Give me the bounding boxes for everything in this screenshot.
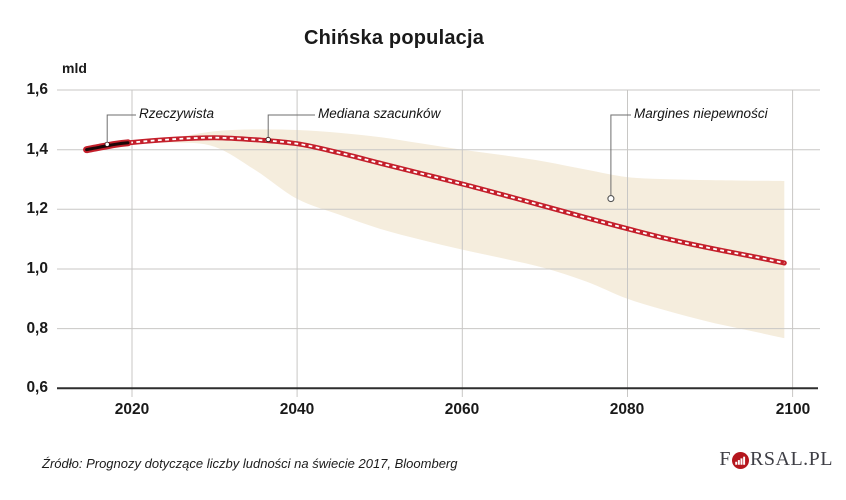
x-tick-label: 2080 (609, 401, 645, 418)
logo-text-f: F (719, 448, 732, 470)
callout-marker-open-circle (608, 196, 614, 202)
callout-marker-dot (105, 142, 109, 146)
y-tick-label: 0,6 (26, 379, 48, 396)
x-tick-label: 2060 (444, 401, 480, 418)
y-tick-label: 1,4 (26, 141, 48, 158)
y-axis-unit-label: mld (62, 60, 87, 76)
y-tick-label: 1,6 (26, 81, 48, 98)
y-tick-label: 0,8 (26, 320, 48, 337)
x-tick-label: 2040 (279, 401, 315, 418)
y-tick-label: 1,0 (26, 260, 48, 277)
y-tick-label: 1,2 (26, 200, 48, 217)
annotation-label-mediana-szacunkow: Mediana szacunków (318, 106, 441, 121)
bar-chart-circle-icon (732, 452, 749, 469)
chart-title: Chińska populacja (303, 27, 485, 49)
source-note: Źródło: Prognozy dotyczące liczby ludności na świecie 2017, Bloomberg (42, 456, 458, 471)
annotation-label-rzeczywista: Rzeczywista (139, 106, 215, 121)
x-tick-label: 2100 (775, 401, 811, 418)
callout-marker-dot (266, 137, 270, 141)
logo-text-rsalpl: RSAL.PL (750, 448, 833, 470)
x-tick-label: 2020 (114, 401, 150, 418)
uncertainty-band (128, 129, 784, 338)
forsal-logo (719, 448, 833, 471)
annotation-label-margines-niepewnosci: Margines niepewności (634, 106, 768, 121)
